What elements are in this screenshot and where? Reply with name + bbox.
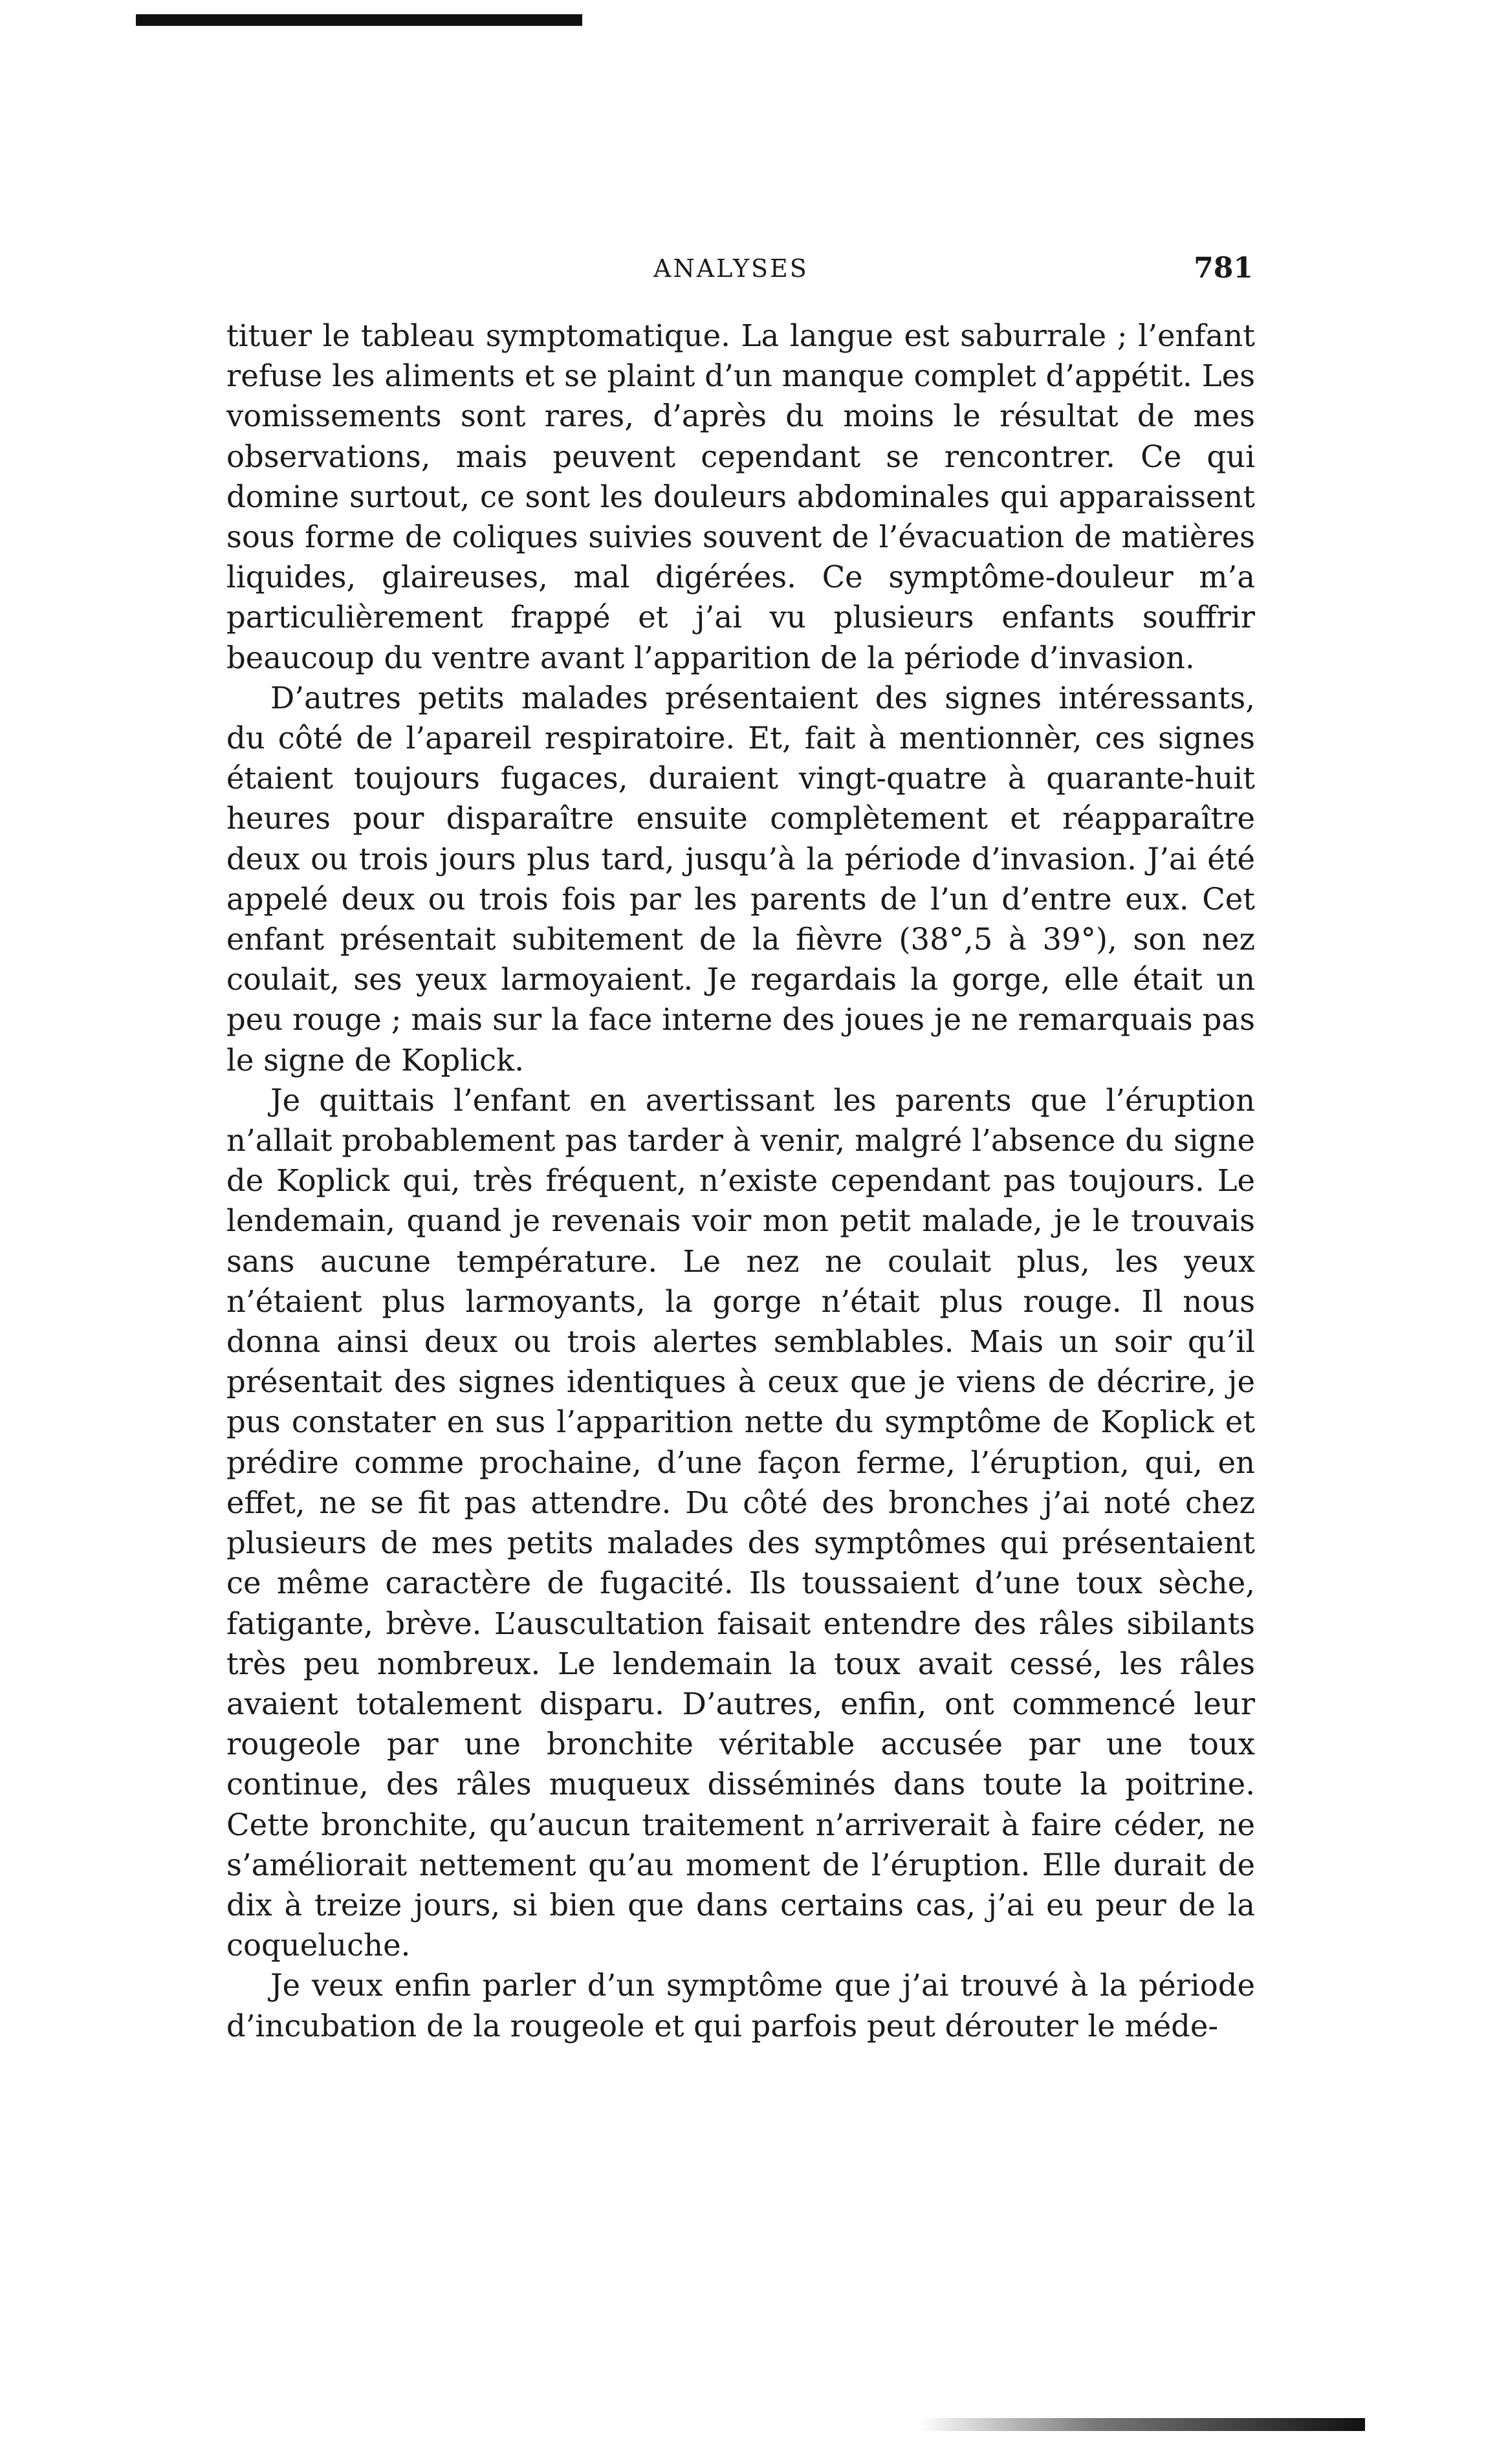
body-text	[226, 316, 1255, 2046]
paragraph: tituer le tableau symptomatique. La langue est saburrale ; l’enfant refuse les aliments et se plaint d’un manque complet d’appétit. Les vomissements sont rares, d’après du moins le résultat de mes observations, mais peuvent cependant se rencontrer. Ce qui domine surtout, ce sont les douleurs abdominales qui apparaissent sous forme de coliques suivies souvent de l’évacuation de matières liquides, glaireuses, mal digérées. Ce symptôme-douleur m’a particulièrement frappé et j’ai vu plusieurs enfants souffrir beaucoup du ventre avant l’apparition de la période d’invasion.	[226, 318, 1255, 675]
scan-edge-top	[136, 14, 582, 26]
running-head	[0, 249, 1497, 294]
scan-edge-bottom	[919, 2418, 1365, 2431]
paragraph: D’autres petits malades présentaient des signes intéressants, du côté de l’apareil respiratoire. Et, fait à mentionnèr, ces signes étaient toujours fugaces, duraient vingt-quatre à quarante-huit heures pour disparaître ensuite complètement et réapparaître deux ou trois jours plus tard, jusqu’à la période d’invasion. J’ai été appelé deux ou trois fois par les parents de l’un d’entre eux. Cet enfant présentait subitement de la fièvre (38°,5 à 39°), son nez coulait, ses yeux larmoyaient. Je regardais la gorge, elle était un peu rouge ; mais sur la face interne des joues je ne remarquais pas le signe de Koplick.	[226, 680, 1255, 1078]
paragraph: Je veux enfin parler d’un symptôme que j’ai trouvé à la période d’incubation de la rougeole et qui parfois peut dérouter le méde-	[226, 1968, 1255, 2044]
running-title: ANALYSES	[653, 254, 809, 283]
page-number: 781	[1194, 252, 1253, 285]
paragraph: Je quittais l’enfant en avertissant les parents que l’éruption n’allait probablement pas tarder à venir, malgré l’absence du signe de Koplick qui, très fréquent, n’existe cependant pas toujours. Le lendemain, quand je revenais voir mon petit malade, je le trouvais sans aucune température. Le nez ne coulait plus, les yeux n’étaient plus larmoyants, la gorge n’était plus rouge. Il nous donna ainsi deux ou trois alertes semblables. Mais un soir qu’il présentait des signes identiques à ceux que je viens de décrire, je pus constater en sus l’apparition nette du symptôme de Koplick et prédire comme prochaine, d’une façon ferme, l’éruption, qui, en effet, ne se fit pas attendre. Du côté des bronches j’ai noté chez plusieurs de mes petits malades des symptômes qui présentaient ce même caractère de fugacité. Ils toussaient d’une toux sèche, fatigante, brève. L’auscultation faisait entendre des râles sibilants très peu nombreux. Le lendemain la toux avait cessé, les râles avaient totalement disparu. D’autres, enfin, ont commencé leur rougeole par une bronchite véritable accusée par une toux continue, des râles muqueux disséminés dans toute la poitrine. Cette bronchite, qu’aucun traitement n’arriverait à faire céder, ne s’améliorait nettement qu’au moment de l’éruption. Elle durait de dix à treize jours, si bien que dans certains cas, j’ai eu peur de la coqueluche.	[226, 1082, 1255, 1963]
